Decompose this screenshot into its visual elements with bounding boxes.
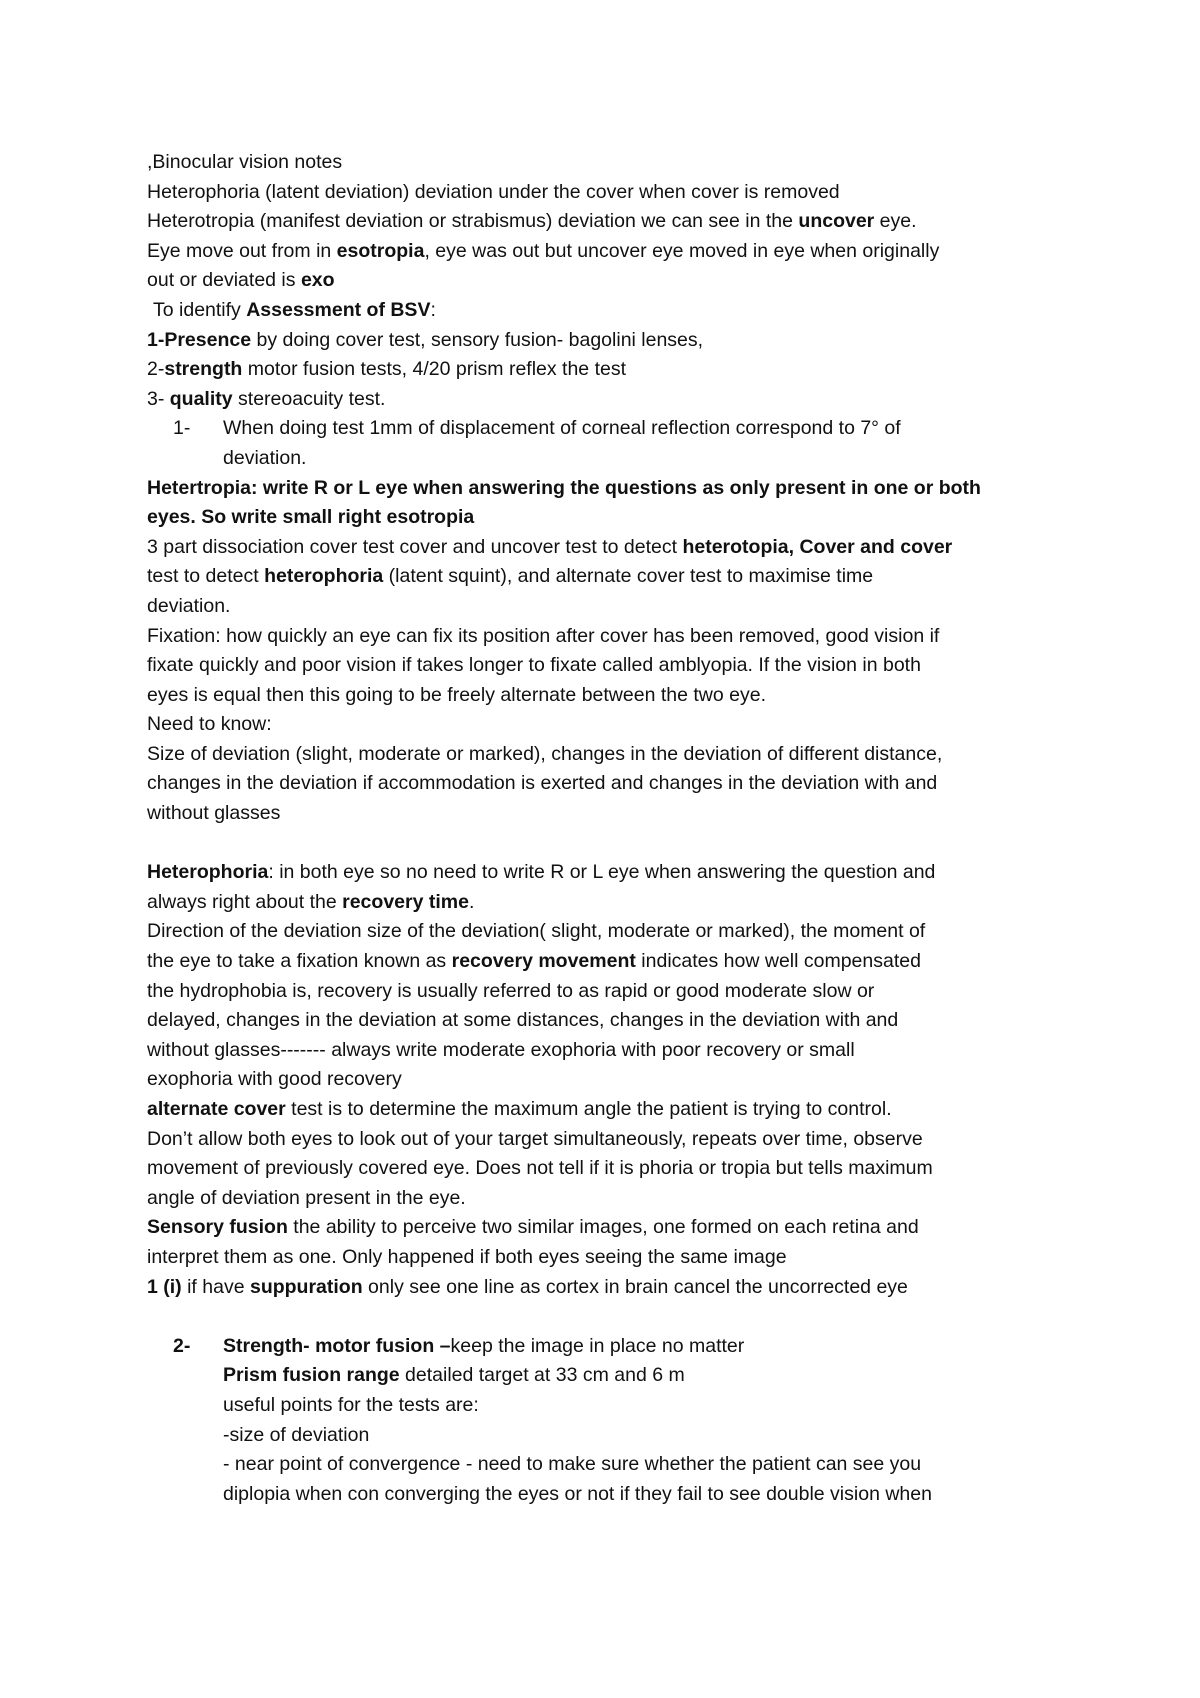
text-line: without glasses------- always write moderate exophoria with poor recovery or small — [147, 1038, 855, 1061]
text-line: Size of deviation (slight, moderate or marked), changes in the deviation of different distance, — [147, 742, 943, 765]
text-line: - near point of convergence - need to make sure whether the patient can see you — [223, 1453, 922, 1476]
text-line — [147, 237, 1077, 267]
bold-run: eyes. So write small right esotropia — [147, 506, 475, 529]
text-line: eyes is equal then this going to be freely alternate between the two eye. — [147, 683, 766, 706]
bold-run: heterotopia, Cover and cover — [682, 535, 953, 558]
text-line: the hydrophobia is, recovery is usually referred to as rapid or good moderate slow or — [147, 979, 875, 1002]
text-line — [147, 562, 1077, 592]
bold-run: esotropia — [336, 239, 425, 262]
text-run: Eye move out from in — [147, 239, 337, 262]
text-line: fixate quickly and poor vision if takes longer to fixate called amblyopia. If the vision in both — [147, 654, 921, 677]
bold-line — [147, 503, 1077, 533]
text-run: : in both eye so no need to write R or L eye when answering the question and — [268, 861, 936, 884]
text-run: test to detect — [147, 565, 265, 588]
text-line — [147, 888, 1077, 918]
text-run: by doing cover test, sensory fusion- bagolini lenses, — [251, 328, 704, 351]
blank-line — [147, 1302, 1077, 1332]
text-run: 3- — [147, 387, 170, 410]
bold-run: Strength- motor fusion – — [223, 1334, 451, 1357]
text-run: . — [468, 890, 475, 913]
blank-line — [147, 829, 1077, 859]
text-line: Don’t allow both eyes to look out of your target simultaneously, repeats over time, observe — [147, 1127, 923, 1150]
text-line: Fixation: how quickly an eye can fix its position after cover has been removed, good vision if — [147, 624, 940, 647]
text-run: stereoacuity test. — [232, 387, 386, 410]
text-run: 2- — [147, 358, 165, 381]
bold-run: suppuration — [249, 1275, 363, 1298]
text-line — [147, 266, 1077, 296]
text-line: changes in the deviation if accommodation is exerted and changes in the deviation with and — [147, 772, 938, 795]
text-run: only see one line as cortex in brain cancel the uncorrected eye — [362, 1275, 908, 1298]
document-page — [147, 148, 1077, 1509]
text-run: test is to determine the maximum angle the patient is trying to control. — [285, 1098, 892, 1120]
text-line: exophoria with good recovery — [147, 1068, 402, 1091]
text-line — [147, 533, 1077, 563]
text-line: Direction of the deviation size of the deviation( slight, moderate or marked), the moment of — [147, 920, 926, 943]
text-line: diplopia when con converging the eyes or not if they fail to see double vision when — [223, 1482, 932, 1505]
text-run: (latent squint), and alternate cover test to maximise time — [383, 565, 874, 588]
text-line: deviation. — [223, 446, 307, 469]
bold-run: Heterophoria — [147, 861, 269, 884]
bold-run: heterophoria — [264, 565, 384, 588]
doc-title: ,Binocular vision notes — [147, 151, 343, 173]
text-line — [147, 1213, 1077, 1243]
text-run: , eye was out but uncover eye moved in eye when originally — [424, 239, 940, 262]
text-run: if have — [181, 1275, 250, 1298]
numbered-item — [147, 1332, 1077, 1362]
text-line: movement of previously covered eye. Does not tell if it is phoria or tropia but tells maximum — [147, 1157, 933, 1180]
text-line — [147, 1095, 1077, 1125]
text-run: indicates how well compensated — [635, 950, 921, 973]
text-run: Heterotropia (manifest deviation or strabismus) deviation we can see in the — [147, 210, 799, 233]
bold-run: quality — [169, 387, 233, 410]
text-run: keep the image in place no matter — [450, 1334, 745, 1357]
text-run: out or deviated is — [147, 269, 301, 292]
list-number: 1- — [173, 417, 191, 440]
bold-run: Sensory fusion — [147, 1216, 288, 1239]
text-line: -size of deviation — [223, 1423, 370, 1446]
text-line: delayed, changes in the deviation at some distances, changes in the deviation with and — [147, 1009, 899, 1032]
text-line: useful points for the tests are: — [223, 1393, 479, 1416]
bold-run: Prism fusion range — [223, 1364, 400, 1387]
text-line: interpret them as one. Only happened if both eyes seeing the same image — [147, 1245, 787, 1268]
text-run: To identify — [153, 298, 247, 321]
text-line: Need to know: — [147, 713, 272, 736]
text-run: When doing test 1mm of displacement of corneal reflection correspond to 7° of — [223, 417, 901, 440]
text-line — [147, 947, 1077, 977]
text-run: eye. — [874, 210, 917, 233]
text-line — [147, 1361, 1077, 1391]
text-line — [147, 858, 1077, 888]
bold-run: alternate cover — [147, 1098, 286, 1120]
bold-run: Hetertropia: write R or L eye when answering the questions as only present in one or both — [147, 476, 981, 499]
list-number: 2- — [173, 1334, 191, 1357]
text-run: the eye to take a fixation known as — [147, 950, 452, 973]
text-line: deviation. — [147, 594, 231, 617]
text-line — [147, 207, 1077, 237]
text-line — [147, 1273, 1077, 1303]
text-line: Heterophoria (latent deviation) deviation under the cover when cover is removed — [147, 180, 840, 203]
bold-run: 1 (i) — [147, 1275, 182, 1298]
bold-run: recovery time — [342, 890, 469, 913]
text-line — [147, 296, 1077, 326]
text-line — [147, 385, 1077, 415]
text-run: detailed target at 33 cm and 6 m — [399, 1364, 685, 1387]
text-line — [147, 355, 1077, 385]
text-run: the ability to perceive two similar images, one formed on each retina and — [287, 1216, 919, 1239]
bold-line — [147, 474, 1077, 504]
numbered-item — [147, 414, 1077, 444]
bold-run: Assessment of BSV — [246, 298, 431, 321]
text-line: without glasses — [147, 802, 281, 825]
text-run: always right about the — [147, 890, 343, 913]
text-run: : — [430, 298, 436, 321]
bold-run: recovery movement — [451, 950, 636, 973]
text-run: motor fusion tests, 4/20 prism reflex the test — [242, 358, 627, 381]
bold-run: uncover — [798, 210, 875, 233]
text-line — [147, 326, 1077, 356]
bold-run: exo — [300, 269, 335, 292]
bold-run: strength — [164, 358, 243, 381]
bold-run: 1-Presence — [147, 328, 252, 351]
text-line: angle of deviation present in the eye. — [147, 1186, 466, 1209]
text-run: 3 part dissociation cover test cover and uncover test to detect — [147, 535, 683, 558]
